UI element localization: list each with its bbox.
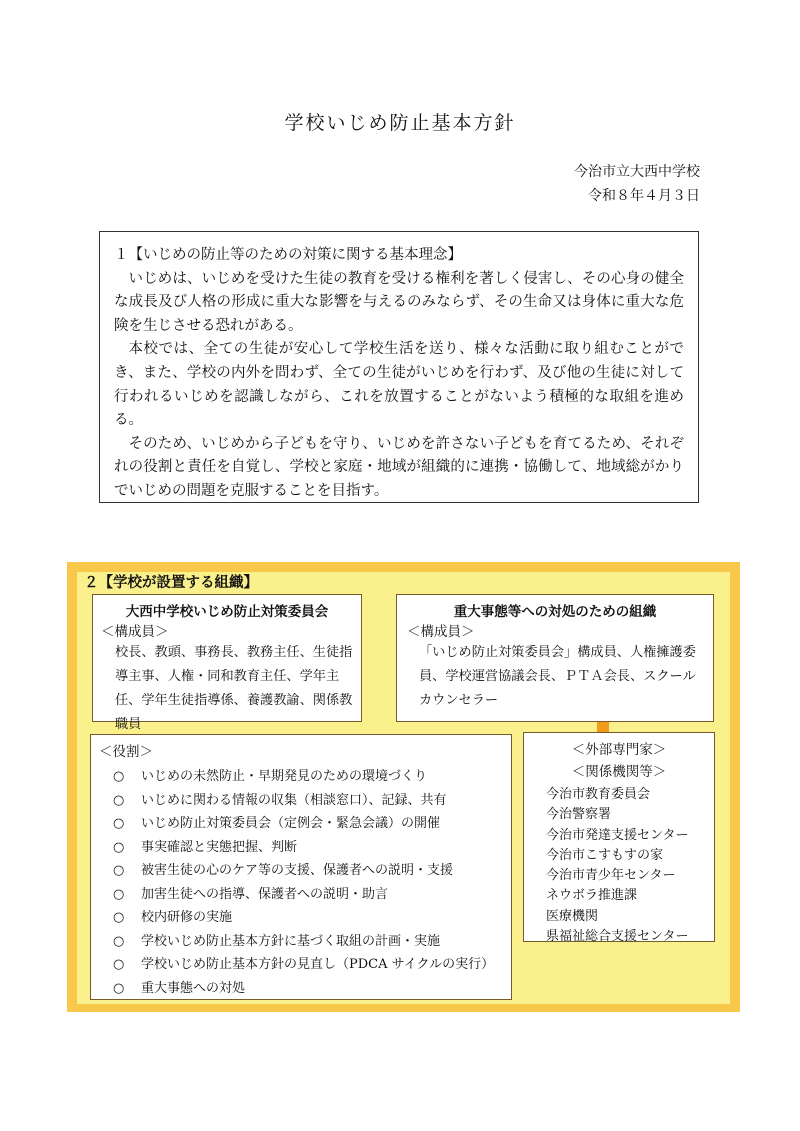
- circle-bullet-icon: ○: [113, 769, 125, 784]
- circle-bullet-icon: ○: [113, 839, 125, 855]
- committee-members-label: ＜構成員＞: [101, 624, 169, 640]
- list-item: ○ 加害生徒への指導、保護者への説明・助言: [113, 883, 494, 907]
- list-item: ○ 重大事態への対処: [113, 977, 494, 1001]
- section1-heading: １【いじめの防止等のための対策に関する基本理念】: [114, 247, 462, 263]
- list-item: 県福祉総合支援センター: [546, 929, 689, 945]
- list-item: 今治市こすもすの家: [546, 847, 664, 863]
- emergency-members-label: ＜構成員＞: [407, 624, 475, 640]
- list-item: ○ 校内研修の実施: [113, 906, 494, 930]
- roles-list: [113, 765, 494, 1000]
- list-item: ネウボラ推進課: [546, 888, 638, 904]
- panel-connector: [597, 722, 609, 732]
- circle-bullet-icon: ○: [113, 910, 125, 925]
- committee-panel: [92, 594, 362, 732]
- list-item: ○ 被害生徒の心のケア等の支援、保護者への説明・支援: [113, 859, 494, 883]
- external-panel: [523, 732, 715, 945]
- circle-bullet-icon: ○: [113, 792, 125, 808]
- list-item: ○ 学校いじめ防止基本方針に基づく取組の計画・実施: [113, 930, 494, 954]
- circle-bullet-icon: ○: [113, 863, 125, 878]
- circle-bullet-icon: ○: [113, 816, 125, 831]
- principles-paragraph-1: いじめは、いじめを受けた生徒の教育を受ける権利を著しく侵害し、その心身の健全な成長及び人格の形成に重大な影響を与えるのみならず、その生命又は身体に重大な危険を生じさせる恐れがある。: [114, 270, 684, 334]
- list-item: ○ いじめ防止対策委員会（定例会・緊急会議）の開催: [113, 812, 494, 836]
- principles-box: [99, 231, 699, 503]
- external-list: [546, 785, 688, 947]
- external-experts-label: ＜外部専門家＞: [571, 742, 667, 758]
- circle-bullet-icon: ○: [113, 957, 125, 972]
- list-item: 今治市教育委員会: [546, 787, 651, 802]
- list-item: ○ 学校いじめ防止基本方針の見直し（PDCA サイクルの実行）: [113, 953, 494, 977]
- committee-members: 校長、教頭、事務長、教務主任、生徒指導主事、人権・同和教育主任、学年主任、学年生徒指導係、養護教諭、関係教職員: [115, 645, 353, 732]
- committee-title: 大西中学校いじめ防止対策委員会: [125, 604, 329, 620]
- related-agencies-label: ＜関係機関等＞: [571, 764, 667, 780]
- roles-label: ＜役割＞: [99, 744, 153, 760]
- list-item: ○ いじめの未然防止・早期発見のための環境づくり: [113, 765, 494, 789]
- circle-bullet-icon: ○: [113, 886, 125, 902]
- list-item: 今治市青少年センター: [546, 868, 676, 884]
- principles-paragraph-3: そのため、いじめから子どもを守り、いじめを許さない子どもを育てるため、それぞれの役割と責任を自覚し、学校と家庭・地域が組織的に連携・協働して、地域総がかりでいじめの問題を克服することを目指す。: [114, 435, 684, 499]
- document-date: 令和８年４月３日: [588, 188, 700, 204]
- list-item: 医療機関: [546, 908, 599, 924]
- document-meta: [574, 160, 700, 208]
- list-item: 今治警察署: [546, 807, 612, 823]
- circle-bullet-icon: ○: [113, 933, 125, 949]
- emergency-title: 重大事態等への対処のための組織: [453, 604, 657, 620]
- list-item: 今治市発達支援センター: [546, 827, 689, 843]
- school-name: 今治市立大西中学校: [574, 164, 700, 180]
- emergency-members: 「いじめ防止対策委員会」構成員、人権擁護委員、学校運営協議会長、ＰＴＡ会長、スクールカウンセラー: [419, 645, 696, 708]
- emergency-panel: [396, 594, 714, 722]
- list-item: ○ いじめに関わる情報の収集（相談窓口）、記録、共有: [113, 789, 494, 813]
- list-item: ○ 事実確認と実態把握、判断: [113, 836, 494, 860]
- section2-heading: ２【学校が設置する組織】: [84, 575, 258, 591]
- principles-paragraph-2: 本校では、全ての生徒が安心して学校生活を送り、様々な活動に取り組むことができ、また、学校の内外を問わず、全ての生徒がいじめを行わず、及び他の生徒に対して行われるいじめを認識しながら、これを放置することがないよう積極的な取組を進める。: [114, 341, 684, 429]
- circle-bullet-icon: ○: [113, 980, 125, 996]
- page-title: 学校いじめ防止基本方針: [284, 112, 516, 134]
- roles-panel: [90, 734, 512, 1000]
